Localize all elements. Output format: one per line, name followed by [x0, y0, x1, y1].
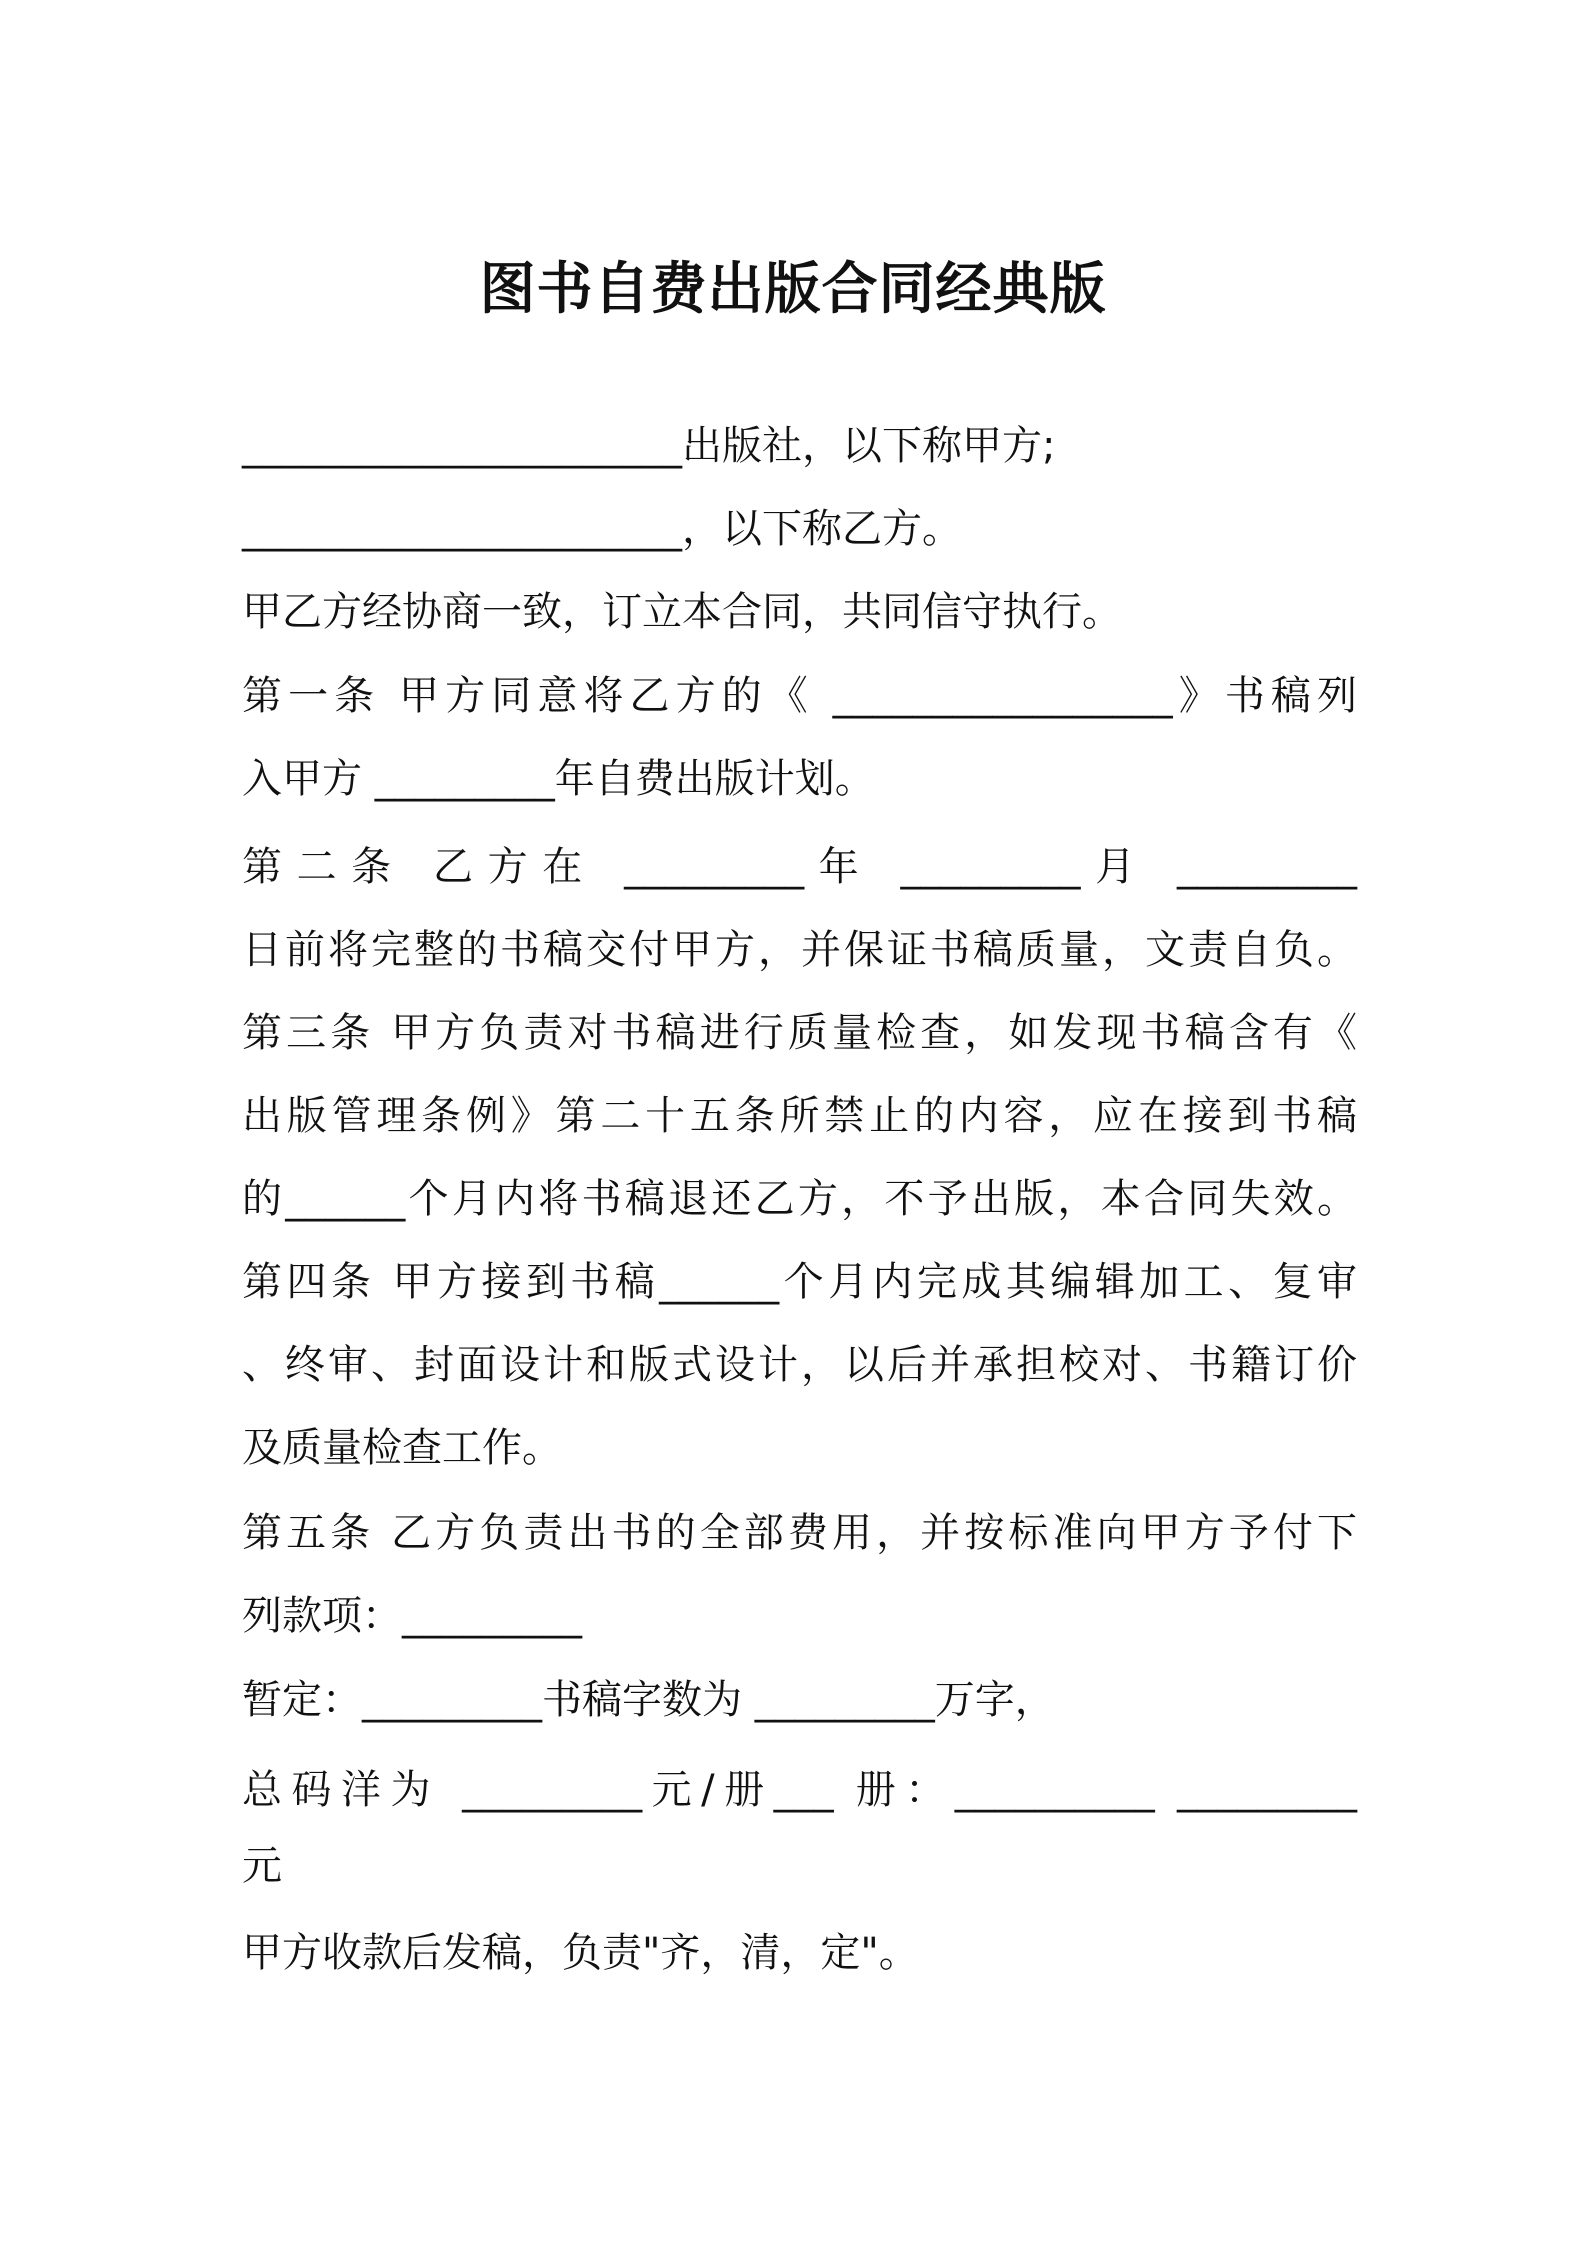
line-article-1-a: 第一条 甲方同意将乙方的《 _________________》书稿列 — [242, 673, 1357, 719]
line-total-price: 总码洋为 _________元/册___ 册：__________ _________ — [242, 1767, 1357, 1813]
line-article-3-b: 出版管理条例》第二十五条所禁止的内容，应在接到书稿 — [242, 1093, 1357, 1139]
line-closing: 甲方收款后发稿，负责"齐，清，定"。 — [242, 1930, 919, 1976]
line-article-4-a: 第四条 甲方接到书稿______个月内完成其编辑加工、复审 — [242, 1259, 1357, 1305]
line-party-a: ______________________出版社，以下称甲方; — [242, 423, 1056, 469]
line-article-5-b: 列款项：_________ — [242, 1593, 582, 1639]
document-title: 图书自费出版合同经典版 — [479, 257, 1107, 322]
line-yuan: 元 — [242, 1843, 282, 1889]
line-article-2-a: 第二条 乙方在 _________年 _________月 _________ — [242, 844, 1357, 890]
line-article-2-b: 日前将完整的书稿交付甲方，并保证书稿质量，文责自负。 — [242, 927, 1357, 973]
line-article-5-a: 第五条 乙方负责出书的全部费用，并按标准向甲方予付下 — [242, 1510, 1357, 1556]
line-article-1-b: 入甲方 _________年自费出版计划。 — [242, 756, 875, 802]
line-article-4-b: 、终审、封面设计和版式设计，以后并承担校对、书籍订价 — [242, 1342, 1357, 1388]
line-article-3-c: 的______个月内将书稿退还乙方，不予出版，本合同失效。 — [242, 1176, 1357, 1222]
line-article-3-a: 第三条 甲方负责对书稿进行质量检查，如发现书稿含有《 — [242, 1010, 1357, 1056]
line-article-4-c: 及质量检查工作。 — [242, 1425, 562, 1471]
line-tentative: 暂定：_________书稿字数为 _________万字， — [242, 1677, 1055, 1723]
line-party-b: ______________________，以下称乙方。 — [242, 506, 962, 552]
line-agreement: 甲乙方经协商一致，订立本合同，共同信守执行。 — [242, 589, 1122, 635]
